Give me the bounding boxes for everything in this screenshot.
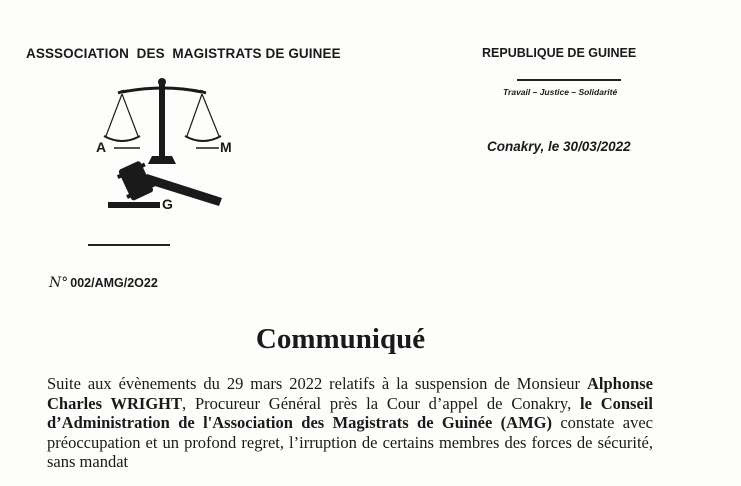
- logo-divider: [88, 244, 170, 246]
- reference-value: 002/AMG/2O22: [70, 276, 158, 290]
- body-text-1: Suite aux évènements du 29 mars 2022 relatifs à la suspension de Monsieur: [47, 374, 587, 393]
- logo-letter-g: G: [162, 196, 173, 212]
- logo-letter-m: M: [220, 139, 232, 155]
- national-motto: Travail – Justice – Solidarité: [503, 87, 618, 97]
- body-text-2: , Procureur Général près la Cour d’appel de Conakry,: [182, 393, 580, 413]
- council-name: le Conseil d’Administration de l'Association des Magistrats de Guinée (AMG): [47, 393, 653, 432]
- prosecutor-name: Alphonse Charles WRIGHT: [47, 374, 653, 413]
- republic-heading: REPUBLIQUE DE GUINEE: [482, 46, 637, 60]
- reference-number: [49, 275, 158, 291]
- body-text-3: constate avec préoccupation et un profond regret, l’irruption de certains membres des forces de sécurité, sans mandat: [47, 413, 654, 471]
- logo-letter-a: A: [96, 139, 107, 155]
- reference-prefix: N°: [49, 275, 69, 291]
- place-date: Conakry, le 30/03/2022: [487, 139, 631, 154]
- organization-name: ASSSOCIATION DES MAGISTRATS DE GUINEE: [26, 46, 341, 61]
- scales-of-justice-logo: [92, 70, 252, 220]
- republic-divider: [517, 79, 621, 81]
- document-title: Communiqué: [255, 323, 426, 355]
- body-paragraph: [47, 374, 653, 472]
